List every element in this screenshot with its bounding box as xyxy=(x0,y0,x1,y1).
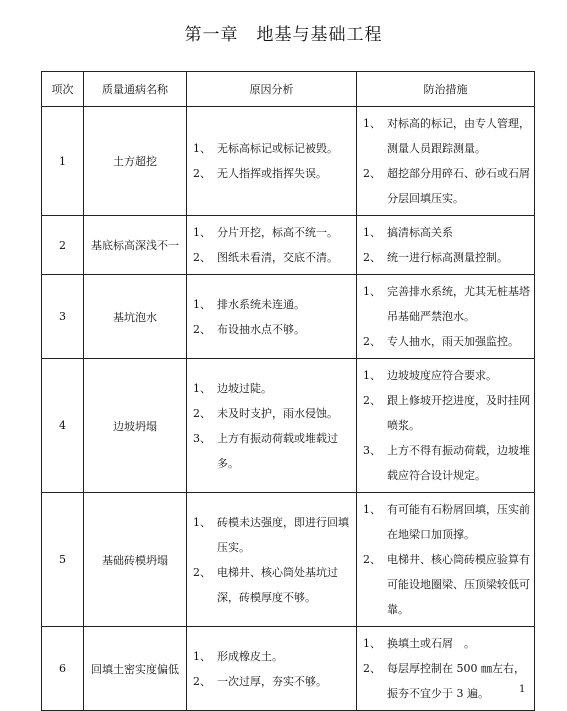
measure-item-text: 统一进行标高测量控制。 xyxy=(387,251,508,264)
measure-item-text: 上方不得有振动荷载，边坡堆载应符合设计规定。 xyxy=(387,444,530,482)
measure-item-text: 换填土或石屑 。 xyxy=(387,637,475,650)
quality-defects-table xyxy=(41,71,535,711)
measure-item xyxy=(363,220,530,245)
cause-item xyxy=(193,317,352,342)
cause-item-number: 1、 xyxy=(193,297,211,311)
table-row xyxy=(42,627,535,711)
cause-item xyxy=(193,136,352,161)
table-header-row xyxy=(42,72,535,107)
measure-item-number: 1、 xyxy=(363,226,381,239)
measure-item xyxy=(363,547,530,622)
item-number-cell: 3 xyxy=(42,275,84,359)
measure-item xyxy=(363,497,530,547)
measure-item-number: 1、 xyxy=(363,503,381,516)
prevention-measures-cell xyxy=(357,359,535,493)
cause-item xyxy=(193,560,352,610)
cause-item-number: 1、 xyxy=(193,226,211,239)
cause-item-text: 无人指挥或指挥失误。 xyxy=(217,167,327,180)
cause-item-text: 一次过厚，夯实不够。 xyxy=(217,674,327,688)
cause-item-number: 2、 xyxy=(193,674,211,688)
header-defect-name: 质量通病名称 xyxy=(84,72,187,107)
cause-item xyxy=(193,401,352,426)
item-number-cell: 1 xyxy=(42,107,84,216)
defect-name-cell: 基底标高深浅不一 xyxy=(84,216,187,275)
item-number-cell: 4 xyxy=(42,359,84,493)
cause-item-text: 分片开挖，标高不统一。 xyxy=(217,226,338,239)
header-prevention-measures: 防治措施 xyxy=(357,72,535,107)
cause-item-number: 2、 xyxy=(193,167,211,180)
measure-item xyxy=(363,279,530,329)
cause-item-number: 1、 xyxy=(193,142,211,155)
cause-item-text: 无标高标记或标记被毁。 xyxy=(217,142,338,155)
measure-item xyxy=(363,388,530,438)
cause-item-text: 图纸未看清，交底不清。 xyxy=(217,251,338,264)
defect-name-cell: 基础砖模坍塌 xyxy=(84,493,187,627)
header-item-no: 项次 xyxy=(42,72,84,107)
cause-item-text: 上方有振动荷载或堆载过多。 xyxy=(217,431,338,470)
prevention-measures-cell xyxy=(357,627,535,711)
measure-item-number: 2、 xyxy=(363,394,381,407)
table-row xyxy=(42,359,535,493)
measure-item xyxy=(363,161,530,211)
item-number-cell: 5 xyxy=(42,493,84,627)
measure-item-text: 对标高的标记，由专人管理，测量人员跟踪测量。 xyxy=(387,117,530,155)
measure-item-text: 边坡坡度应符合要求。 xyxy=(387,369,497,382)
cause-item xyxy=(193,669,352,694)
table-row xyxy=(42,107,535,216)
cause-item-number: 2、 xyxy=(193,251,211,264)
cause-item-text: 排水系统未连通。 xyxy=(217,297,305,311)
cause-analysis-cell xyxy=(187,627,357,711)
measure-item-number: 2、 xyxy=(363,553,381,566)
cause-item xyxy=(193,644,352,669)
measure-item-number: 1、 xyxy=(363,637,381,650)
chapter-title: 第一章 地基与基础工程 xyxy=(184,25,383,45)
measure-item xyxy=(363,245,530,270)
cause-item-number: 1、 xyxy=(193,649,211,663)
cause-item xyxy=(193,220,352,245)
cause-item xyxy=(193,161,352,186)
measure-item-number: 2、 xyxy=(363,662,381,675)
item-number-cell: 2 xyxy=(42,216,84,275)
measure-item-number: 2、 xyxy=(363,251,381,264)
measure-item-text: 有可能有石粉屑回填，压实前在地梁口加顶撑。 xyxy=(387,503,530,541)
cause-item xyxy=(193,376,352,401)
measure-item-text: 完善排水系统，尤其无桩基塔吊基础严禁泡水。 xyxy=(387,285,530,323)
cause-analysis-cell xyxy=(187,359,357,493)
cause-item-text: 电梯井、核心筒处基坑过深，砖模厚度不够。 xyxy=(217,565,338,604)
page-number: 1 xyxy=(519,684,526,695)
cause-item-number: 2、 xyxy=(193,406,211,420)
prevention-measures-cell xyxy=(357,275,535,359)
defect-name-cell: 基坑泡水 xyxy=(84,275,187,359)
cause-item xyxy=(193,292,352,317)
measure-item-number: 1、 xyxy=(363,369,381,382)
cause-item xyxy=(193,426,352,476)
measure-item-number: 2、 xyxy=(363,167,381,180)
measure-item xyxy=(363,363,530,388)
measure-item-text: 每层厚控制在 500 ㎜左右，振夯不宜少于 3 遍。 xyxy=(387,662,525,700)
cause-item xyxy=(193,245,352,270)
cause-item-number: 3、 xyxy=(193,431,211,445)
measure-item-text: 专人抽水，雨天加强监控。 xyxy=(387,335,519,348)
cause-item-text: 砖模未达强度，即进行回填压实。 xyxy=(217,515,349,554)
measure-item xyxy=(363,631,530,656)
measure-item-text: 电梯井、核心筒砖模应验算有可能设地圈梁、压顶梁较低可靠。 xyxy=(387,553,530,616)
defect-name-cell: 土方超挖 xyxy=(84,107,187,216)
measure-item xyxy=(363,656,530,706)
cause-item xyxy=(193,510,352,560)
defect-name-cell: 回填土密实度偏低 xyxy=(84,627,187,711)
measure-item-text: 搞清标高关系 xyxy=(387,226,453,239)
cause-item-number: 2、 xyxy=(193,322,211,336)
prevention-measures-cell xyxy=(357,107,535,216)
measure-item-number: 2、 xyxy=(363,335,381,348)
cause-analysis-cell xyxy=(187,275,357,359)
cause-analysis-cell xyxy=(187,493,357,627)
cause-item-text: 未及时支护，雨水侵蚀。 xyxy=(217,406,338,420)
measure-item xyxy=(363,438,530,488)
prevention-measures-cell xyxy=(357,493,535,627)
table-row xyxy=(42,216,535,275)
cause-item-number: 1、 xyxy=(193,515,211,529)
cause-analysis-cell xyxy=(187,216,357,275)
cause-analysis-cell xyxy=(187,107,357,216)
measure-item-text: 超挖部分用碎石、砂石或石屑分层回填压实。 xyxy=(387,167,530,205)
table-row xyxy=(42,493,535,627)
table-row xyxy=(42,275,535,359)
cause-item-number: 2、 xyxy=(193,565,211,579)
cause-item-text: 布设抽水点不够。 xyxy=(217,322,305,336)
cause-item-text: 形成橡皮土。 xyxy=(217,649,283,663)
measure-item-number: 3、 xyxy=(363,444,381,457)
defect-name-cell: 边坡坍塌 xyxy=(84,359,187,493)
cause-item-number: 1、 xyxy=(193,381,211,395)
measure-item xyxy=(363,329,530,354)
measure-item-number: 1、 xyxy=(363,285,381,298)
cause-item-text: 边坡过陡。 xyxy=(217,381,272,395)
measure-item xyxy=(363,111,530,161)
prevention-measures-cell xyxy=(357,216,535,275)
item-number-cell: 6 xyxy=(42,627,84,711)
measure-item-number: 1、 xyxy=(363,117,381,130)
measure-item-text: 跟上修坡开挖进度，及时挂网喷浆。 xyxy=(387,394,530,432)
header-cause-analysis: 原因分析 xyxy=(187,72,357,107)
